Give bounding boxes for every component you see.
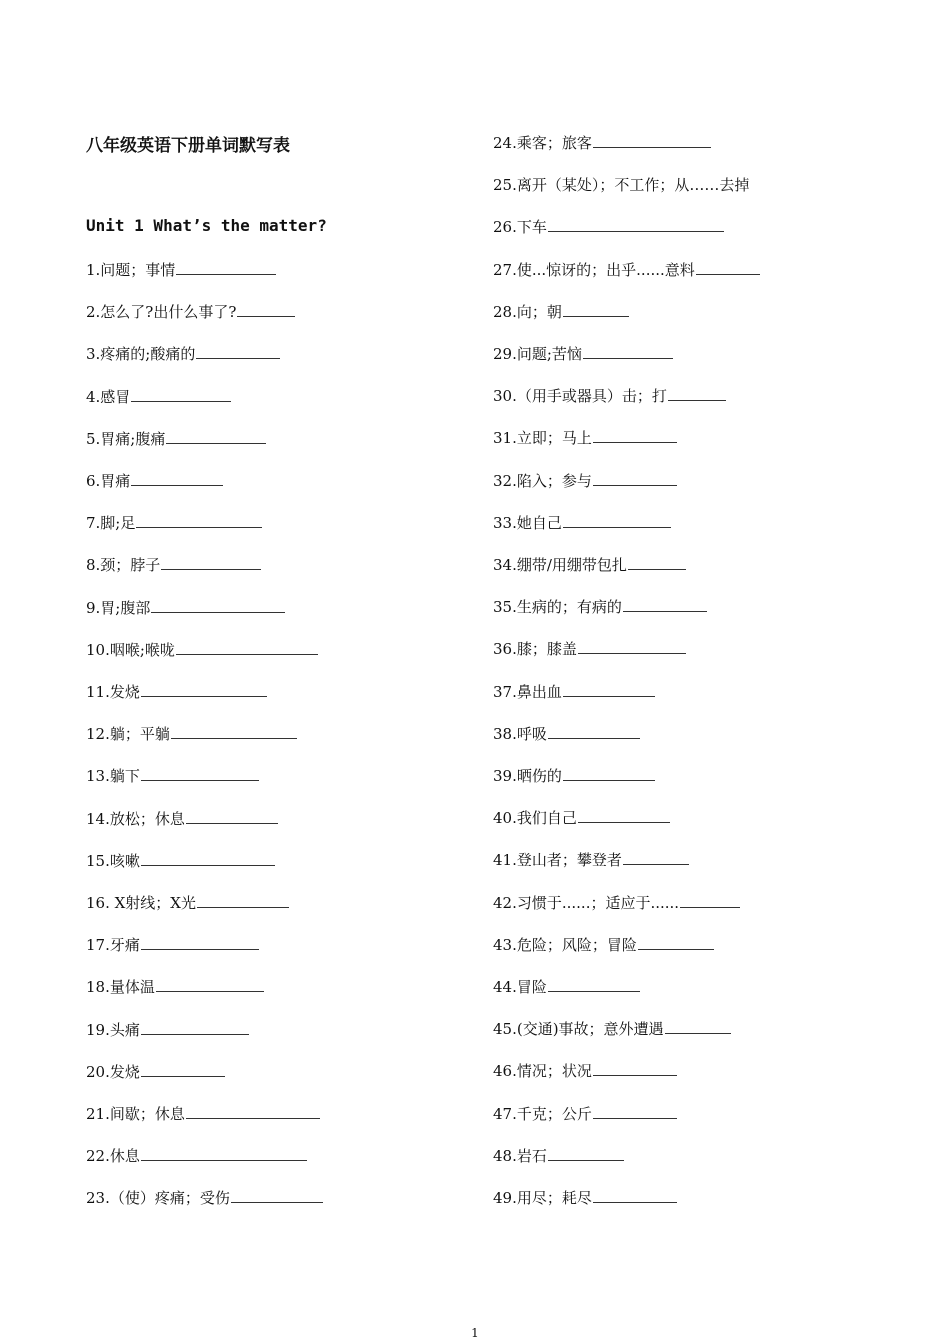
- vocab-item: [493, 215, 724, 239]
- answer-blank[interactable]: [141, 933, 259, 950]
- answer-blank[interactable]: [141, 764, 259, 781]
- vocab-item: [86, 722, 297, 746]
- answer-blank[interactable]: [231, 1186, 323, 1203]
- vocab-prompt: 41.登山者；攀登者: [493, 851, 622, 870]
- vocab-item: [493, 933, 714, 957]
- vocab-item: [493, 975, 640, 999]
- vocab-prompt: 8.颈；脖子: [86, 556, 161, 575]
- answer-blank[interactable]: [196, 342, 280, 359]
- vocab-item: [86, 342, 280, 366]
- answer-blank[interactable]: [668, 384, 726, 401]
- vocab-item: [493, 891, 740, 915]
- vocab-item: [493, 173, 749, 197]
- answer-blank[interactable]: [237, 300, 295, 317]
- vocab-item: [86, 596, 285, 620]
- answer-blank[interactable]: [548, 1144, 624, 1161]
- vocab-prompt: 48.岩石: [493, 1146, 547, 1165]
- answer-blank[interactable]: [176, 258, 276, 275]
- answer-blank[interactable]: [131, 385, 231, 402]
- answer-blank[interactable]: [197, 891, 289, 908]
- answer-blank[interactable]: [623, 595, 707, 612]
- vocab-prompt: 23.（使）疼痛；受伤: [86, 1189, 230, 1208]
- vocab-item: [493, 848, 689, 872]
- vocab-item: [86, 849, 275, 873]
- answer-blank[interactable]: [593, 426, 677, 443]
- answer-blank[interactable]: [563, 680, 655, 697]
- page-number: 1: [471, 1326, 479, 1340]
- vocab-prompt: 24.乘客；旅客: [493, 134, 592, 152]
- vocab-prompt: 10.咽喉;喉咙: [86, 640, 175, 659]
- vocab-item: [86, 1186, 323, 1210]
- vocab-prompt: 38.呼吸: [493, 724, 547, 743]
- vocab-item: [86, 1144, 307, 1168]
- vocab-item: [493, 342, 673, 366]
- vocab-prompt: 22.休息: [86, 1147, 140, 1166]
- vocab-prompt: 17.牙痛: [86, 936, 140, 955]
- vocab-prompt: 45.(交通)事故；意外遭遇: [493, 1020, 664, 1039]
- vocab-prompt: 25.离开（某处）；不工作；从……去掉: [493, 176, 750, 195]
- answer-blank[interactable]: [696, 258, 760, 275]
- vocab-item: [86, 469, 223, 493]
- answer-blank[interactable]: [166, 427, 266, 444]
- answer-blank[interactable]: [141, 849, 275, 866]
- vocab-item: [493, 1102, 677, 1126]
- vocab-prompt: 47.千克；公斤: [493, 1104, 592, 1123]
- answer-blank[interactable]: [176, 638, 318, 655]
- vocab-item: [493, 384, 726, 408]
- vocab-prompt: 30.（用手或器具）击；打: [493, 387, 667, 406]
- vocab-item: [493, 426, 677, 450]
- vocab-item: [493, 553, 686, 577]
- answer-blank[interactable]: [548, 722, 640, 739]
- vocab-prompt: 43.危险；风险；冒险: [493, 935, 637, 954]
- vocab-item: [493, 637, 686, 661]
- vocab-item: [86, 300, 295, 324]
- answer-blank[interactable]: [141, 680, 267, 697]
- vocab-item: [493, 806, 670, 830]
- answer-blank[interactable]: [161, 553, 261, 570]
- answer-blank[interactable]: [583, 342, 673, 359]
- answer-blank[interactable]: [131, 469, 223, 486]
- vocab-prompt: 18.量体温: [86, 978, 155, 997]
- vocab-item: [86, 385, 231, 409]
- vocab-item: [493, 722, 640, 746]
- vocab-prompt: 16. X射线；X光: [86, 894, 196, 912]
- vocab-prompt: 26.下车: [493, 218, 547, 237]
- vocab-prompt: 49.用尽；耗尽: [493, 1189, 592, 1207]
- vocab-prompt: 13.躺下: [86, 767, 140, 786]
- vocab-item: [493, 258, 760, 282]
- vocab-prompt: 21.间歇；休息: [86, 1105, 185, 1123]
- vocab-prompt: 29.问题;苦恼: [493, 345, 582, 363]
- vocab-item: [86, 258, 276, 282]
- answer-blank[interactable]: [186, 1102, 320, 1119]
- vocab-item: [86, 933, 259, 957]
- vocab-item: [493, 511, 671, 535]
- answer-blank[interactable]: [665, 1017, 731, 1034]
- vocab-prompt: 14.放松；休息: [86, 809, 185, 828]
- vocab-prompt: 12.躺；平躺: [86, 725, 170, 744]
- answer-blank[interactable]: [593, 1059, 677, 1076]
- vocab-item: [493, 764, 655, 788]
- answer-blank[interactable]: [593, 1186, 677, 1203]
- vocab-prompt: 20.发烧: [86, 1062, 140, 1081]
- vocab-prompt: 9.胃;腹部: [86, 598, 151, 617]
- vocab-prompt: 15.咳嗽: [86, 851, 140, 870]
- vocab-item: [493, 680, 655, 704]
- vocab-prompt: 42.习惯于......；适应于......: [493, 893, 680, 912]
- vocab-item: [86, 807, 278, 831]
- vocab-item: [493, 1059, 677, 1083]
- vocab-prompt: 37.鼻出血: [493, 682, 562, 701]
- answer-blank[interactable]: [141, 1060, 225, 1077]
- vocab-item: [86, 1018, 249, 1042]
- vocab-item: [86, 764, 259, 788]
- vocab-item: [493, 595, 707, 619]
- answer-blank[interactable]: [593, 469, 677, 486]
- answer-blank[interactable]: [593, 1102, 677, 1119]
- vocab-item: [493, 1017, 731, 1041]
- answer-blank[interactable]: [638, 933, 714, 950]
- vocab-item: [493, 1186, 677, 1210]
- answer-blank[interactable]: [578, 637, 686, 654]
- vocab-prompt: 46.情况；状况: [493, 1062, 592, 1081]
- vocab-item: [86, 680, 267, 704]
- vocab-prompt: 6.胃痛: [86, 472, 131, 490]
- vocab-item: [493, 1144, 624, 1168]
- vocab-prompt: 28.向；朝: [493, 302, 562, 321]
- vocab-item: [86, 553, 261, 577]
- vocab-item: [493, 469, 677, 493]
- answer-blank[interactable]: [563, 300, 629, 317]
- vocab-prompt: 32.陷入；参与: [493, 471, 592, 490]
- vocab-prompt: 3.疼痛的;酸痛的: [86, 345, 196, 364]
- vocab-prompt: 7.脚;足: [86, 514, 136, 533]
- unit-heading: Unit 1 What’s the matter?: [86, 216, 327, 235]
- vocab-item: [86, 975, 264, 999]
- document-title: 八年级英语下册单词默写表: [86, 136, 290, 156]
- vocab-item: [86, 427, 266, 451]
- vocab-prompt: 34.绷带/用绷带包扎: [493, 556, 627, 574]
- vocab-item: [86, 511, 262, 535]
- answer-blank[interactable]: [680, 891, 740, 908]
- answer-blank[interactable]: [548, 975, 640, 992]
- answer-blank[interactable]: [593, 131, 711, 148]
- vocab-prompt: 5.胃痛;腹痛: [86, 429, 166, 448]
- vocab-prompt: 11.发烧: [86, 683, 140, 701]
- vocab-prompt: 33.她自己: [493, 513, 562, 532]
- vocab-prompt: 2.怎么了?出什么事了?: [86, 303, 237, 322]
- answer-blank[interactable]: [563, 511, 671, 528]
- vocab-item: [86, 638, 318, 662]
- answer-blank[interactable]: [548, 215, 724, 232]
- answer-blank[interactable]: [151, 596, 285, 613]
- answer-blank[interactable]: [156, 975, 264, 992]
- vocab-item: [86, 1060, 225, 1084]
- vocab-item: [493, 300, 629, 324]
- answer-blank[interactable]: [186, 807, 278, 824]
- answer-blank[interactable]: [141, 1144, 307, 1161]
- vocab-item: [493, 131, 711, 155]
- vocab-prompt: 36.膝；膝盖: [493, 640, 577, 659]
- vocab-prompt: 40.我们自己: [493, 809, 577, 828]
- vocab-prompt: 31.立即；马上: [493, 429, 592, 448]
- vocab-prompt: 44.冒险: [493, 978, 547, 996]
- vocab-item: [86, 891, 289, 915]
- answer-blank[interactable]: [623, 848, 689, 865]
- vocab-prompt: 19.头痛: [86, 1020, 140, 1039]
- answer-blank[interactable]: [628, 553, 686, 570]
- vocab-prompt: 1.问题；事情: [86, 261, 176, 279]
- vocab-prompt: 27.使...惊讶的；出乎......意料: [493, 260, 695, 279]
- vocab-prompt: 4.感冒: [86, 387, 131, 406]
- vocab-prompt: 39.晒伤的: [493, 767, 562, 785]
- answer-blank[interactable]: [136, 511, 262, 528]
- answer-blank[interactable]: [563, 764, 655, 781]
- vocab-item: [86, 1102, 320, 1126]
- answer-blank[interactable]: [141, 1018, 249, 1035]
- vocab-prompt: 35.生病的；有病的: [493, 598, 622, 617]
- answer-blank[interactable]: [578, 806, 670, 823]
- answer-blank[interactable]: [171, 722, 297, 739]
